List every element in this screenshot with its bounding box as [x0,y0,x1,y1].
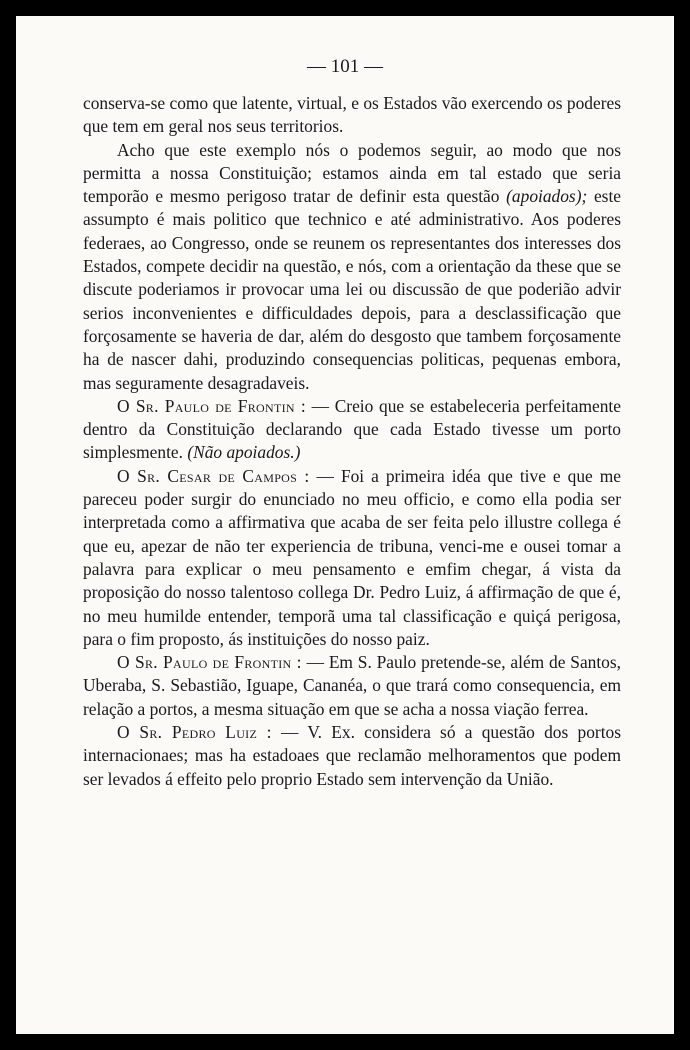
paragraph-speech [83,139,621,395]
paragraph-speech [83,721,621,791]
speaker-name: O Sr. Paulo de Frontin : [117,652,302,673]
body-text [83,92,621,791]
interjection: (Não apoiados.) [187,442,301,463]
book-page [16,16,674,1034]
paragraph-text: — Em S. Paulo pretende-se, além de Santos, Uberaba, S. Sebastião, Iguape, Cananéa, o que trará como consequencia, em relação a portos, a mesma situação em que se acha a nossa viação ferrea. [83,652,621,719]
speaker-name: O Sr. Cesar de Campos : [117,465,310,486]
page-number: — 101 — [307,56,383,77]
paragraph-text: — V. Ex. considera só a questão dos portos internacionaes; mas ha estadoaes que reclamão melhoramentos que podem ser levados á effeito pelo proprio Estado sem intervenção da União. [83,722,621,789]
paragraph-text: conserva-se como que latente, virtual, e os Estados vão exercendo os poderes que tem em geral nos seus territorios. [83,93,621,137]
speaker-name: O Sr. Pedro Luiz : [117,722,272,743]
paragraph-text: este assumpto é mais politico que technico e até administrativo. Aos poderes federaes, ao Congresso, onde se reunem os representantes dos interesses dos Estados, compete decidir na questão, e nós, com a orientação da these que se discute poderiamos ir provocar uma lei ou discussão de que poderião advir serios inconvenientes e difficuldades depois, para a desclassificação que forçosamente se haveria de dar, além do desgosto que tambem forçosamente ha de nascer dahi, produzindo consequencias politicas, pequenas embora, mas seguramente desagradaveis. [83,186,622,393]
interjection: (apoiados); [506,186,588,207]
paragraph-text: — Creio que se estabeleceria perfeitamente dentro da Constituição declarando que cada Estado tivesse um porto simplesmente. [83,395,621,463]
paragraph-continuation [83,92,621,139]
speaker-name: O Sr. Paulo de Frontin : [117,395,306,416]
paragraph-speech [83,651,621,721]
paragraph-speech [83,465,621,651]
paragraph-speech [83,395,621,465]
paragraph-text: — Foi a primeira idéa que tive e que me pareceu poder surgir do enunciado no meu officio, e como ella podia ser interpretada como a affirmativa que acaba de ser feita pelo illustre collega é que eu, apezar de não ter experiencia de tribuna, venci-me e ousei tomar a palavra para explicar o meu pensamento e emfim chegar, á vista da proposição do nosso talentoso collega Dr. Pedro Luiz, á affirmação de que é, no meu humilde entender, temporã uma tal classificação e quiçá perigosa, para o fim proposto, ás instituições do nosso paiz. [83,465,621,649]
paragraph-text: Acho que este exemplo nós o podemos seguir, ao modo que nos permitta a nossa Constituição; estamos ainda em tal estado que seria temporão e mesmo perigoso tratar de definir esta questão [83,139,621,207]
